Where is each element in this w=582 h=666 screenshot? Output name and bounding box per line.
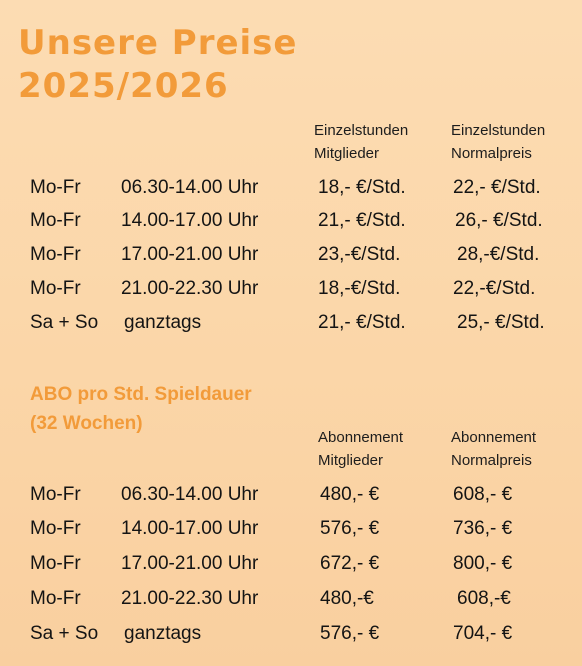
row-member-price: 21,- €/Std.	[318, 210, 406, 231]
abo-heading-line1: ABO pro Std. Spieldauer	[30, 384, 252, 405]
abo-header-members-line1: Abonnement	[318, 429, 404, 446]
row-time: 17.00-21.00 Uhr	[121, 553, 259, 574]
row-day: Mo-Fr	[30, 588, 81, 609]
row-day: Mo-Fr	[30, 278, 81, 299]
hourly-header-members-line1: Einzelstunden	[314, 122, 409, 139]
title-line-1: Unsere Preise	[18, 23, 298, 63]
row-time: 21.00-22.30 Uhr	[121, 588, 259, 609]
hourly-header-members-line2: Mitglieder	[314, 145, 380, 162]
row-regular-price: 800,- €	[453, 553, 513, 574]
abo-header-members	[318, 426, 403, 472]
hourly-header-regular-line2: Normalpreis	[451, 145, 532, 162]
row-day: Sa + So	[30, 623, 99, 644]
row-regular-price: 736,- €	[453, 518, 513, 539]
abo-header-regular	[451, 426, 536, 472]
row-day: Mo-Fr	[30, 177, 81, 198]
row-member-price: 576,- €	[320, 623, 380, 644]
row-day: Mo-Fr	[30, 244, 81, 265]
abo-header-members-line2: Mitglieder	[318, 452, 384, 469]
row-regular-price: 26,- €/Std.	[455, 210, 543, 231]
table-row	[0, 617, 582, 651]
hourly-header-regular-line1: Einzelstunden	[451, 122, 546, 139]
row-day: Mo-Fr	[30, 484, 81, 505]
abo-header-regular-line1: Abonnement	[451, 429, 537, 446]
row-member-price: 23,-€/Std.	[318, 244, 401, 265]
row-time: 17.00-21.00 Uhr	[121, 244, 259, 265]
table-row	[0, 582, 582, 616]
row-day: Mo-Fr	[30, 518, 81, 539]
row-time: ganztags	[124, 623, 202, 644]
row-member-price: 576,- €	[320, 518, 380, 539]
row-time: 14.00-17.00 Uhr	[121, 518, 259, 539]
abo-header-regular-line2: Normalpreis	[451, 452, 532, 469]
row-member-price: 18,- €/Std.	[318, 177, 406, 198]
row-member-price: 672,- €	[320, 553, 380, 574]
row-day: Mo-Fr	[30, 210, 81, 231]
table-row	[0, 204, 582, 238]
row-time: 06.30-14.00 Uhr	[121, 484, 259, 505]
row-time: 14.00-17.00 Uhr	[121, 210, 259, 231]
row-day: Mo-Fr	[30, 553, 81, 574]
row-time: ganztags	[124, 312, 202, 333]
row-regular-price: 704,- €	[453, 623, 513, 644]
table-row	[0, 478, 582, 512]
table-row	[0, 512, 582, 546]
row-member-price: 21,- €/Std.	[318, 312, 406, 333]
page-title	[18, 22, 297, 108]
row-time: 21.00-22.30 Uhr	[121, 278, 259, 299]
hourly-header-members	[314, 119, 408, 165]
row-regular-price: 22,-€/Std.	[453, 278, 536, 299]
table-row	[0, 306, 582, 340]
abo-heading-line2: (32 Wochen)	[30, 413, 143, 434]
table-row	[0, 238, 582, 272]
row-member-price: 480,-€	[320, 588, 374, 609]
row-regular-price: 22,- €/Std.	[453, 177, 541, 198]
hourly-header-regular	[451, 119, 545, 165]
table-row	[0, 547, 582, 581]
row-member-price: 480,- €	[320, 484, 380, 505]
table-row	[0, 171, 582, 205]
row-regular-price: 608,-€	[457, 588, 511, 609]
title-line-2: 2025/2026	[18, 66, 229, 106]
row-member-price: 18,-€/Std.	[318, 278, 401, 299]
row-regular-price: 608,- €	[453, 484, 513, 505]
row-time: 06.30-14.00 Uhr	[121, 177, 259, 198]
row-regular-price: 28,-€/Std.	[457, 244, 540, 265]
abo-heading	[30, 380, 252, 438]
table-row	[0, 272, 582, 306]
row-regular-price: 25,- €/Std.	[457, 312, 545, 333]
row-day: Sa + So	[30, 312, 99, 333]
